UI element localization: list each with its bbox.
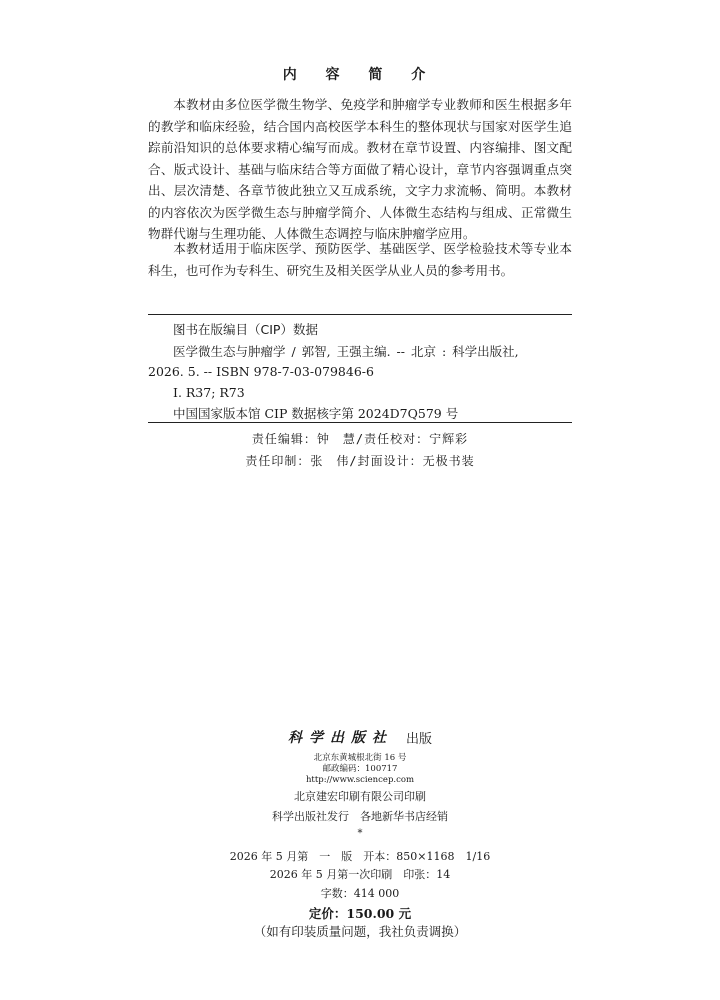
publisher-suffix: 出版 <box>406 732 433 747</box>
publisher-name: 科学出版社 <box>288 730 393 746</box>
word-count: 字数：414 000 <box>320 887 400 900</box>
summary-paragraph-2: 本教材适用于临床医学、预防医学、基础医学、医学检验技术等专业本科生，也可作为专科生、研究生及相关医学从业人员的参考用书。 <box>148 241 572 278</box>
publisher-postcode: 邮政编码：100717 <box>322 764 398 774</box>
publisher-address: 北京东黄城根北街 16 号 <box>313 753 407 763</box>
price: 定价：150.00 元 <box>308 906 412 921</box>
distribution-line: 科学出版社发行 各地新华书店经销 <box>272 810 448 823</box>
cip-line-4: 中国国家版本馆 CIP 数据核字第 2024D7Q579 号 <box>173 406 459 421</box>
printer-line: 北京建宏印刷有限公司印刷 <box>294 790 426 803</box>
cip-bottom-rule <box>148 422 572 423</box>
quality-note: （如有印装质量问题，我社负责调换） <box>253 924 467 939</box>
production-credits: 责任印制：张 伟/封面设计：无极书装 <box>245 454 475 468</box>
publisher-website: http://www.sciencep.com <box>305 775 415 785</box>
editor-credits: 责任编辑：钟 慧/责任校对：宁辉彩 <box>251 432 469 446</box>
cip-line-3: Ⅰ. R37; R73 <box>173 385 245 400</box>
summary-title: 内 容 简 介 <box>282 67 438 83</box>
cip-heading: 图书在版编目（CIP）数据 <box>173 322 318 337</box>
summary-paragraph-1: 本教材由多位医学微生物学、免疫学和肿瘤学专业教师和医生根据多年的教学和临床经验，结合国内高校医学本科生的整体现状与国家对医学生追踪前沿知识的总体要求精心编写而成。教材在章节设置、内容编排、图文配合、版式设计、基础与临床结合等方面做了精心设计，章节内容强调重点突出、层次清楚、各章节彼此独立又互成系统，文字力求流畅、简明。本教材的内容依次为医学微生态与肿瘤学简介、人体微生态结构与组成、正常微生物群代谢与生理功能、人体微生态调控与临床肿瘤学应用。 <box>148 97 572 241</box>
edition-line-2: 2026 年 5 月第一次印刷 印张：14 <box>269 868 451 881</box>
separator-star: * <box>357 828 363 839</box>
cip-line-2: 2026. 5. -- ISBN 978-7-03-079846-6 <box>148 364 374 379</box>
edition-line-1: 2026 年 5 月第 一 版 开本：850×1168 1/16 <box>229 850 491 863</box>
cip-top-rule <box>148 314 572 315</box>
cip-line-1: 医学微生态与肿瘤学 / 郭智, 王强主编. -- 北京 : 科学出版社, <box>173 344 519 359</box>
